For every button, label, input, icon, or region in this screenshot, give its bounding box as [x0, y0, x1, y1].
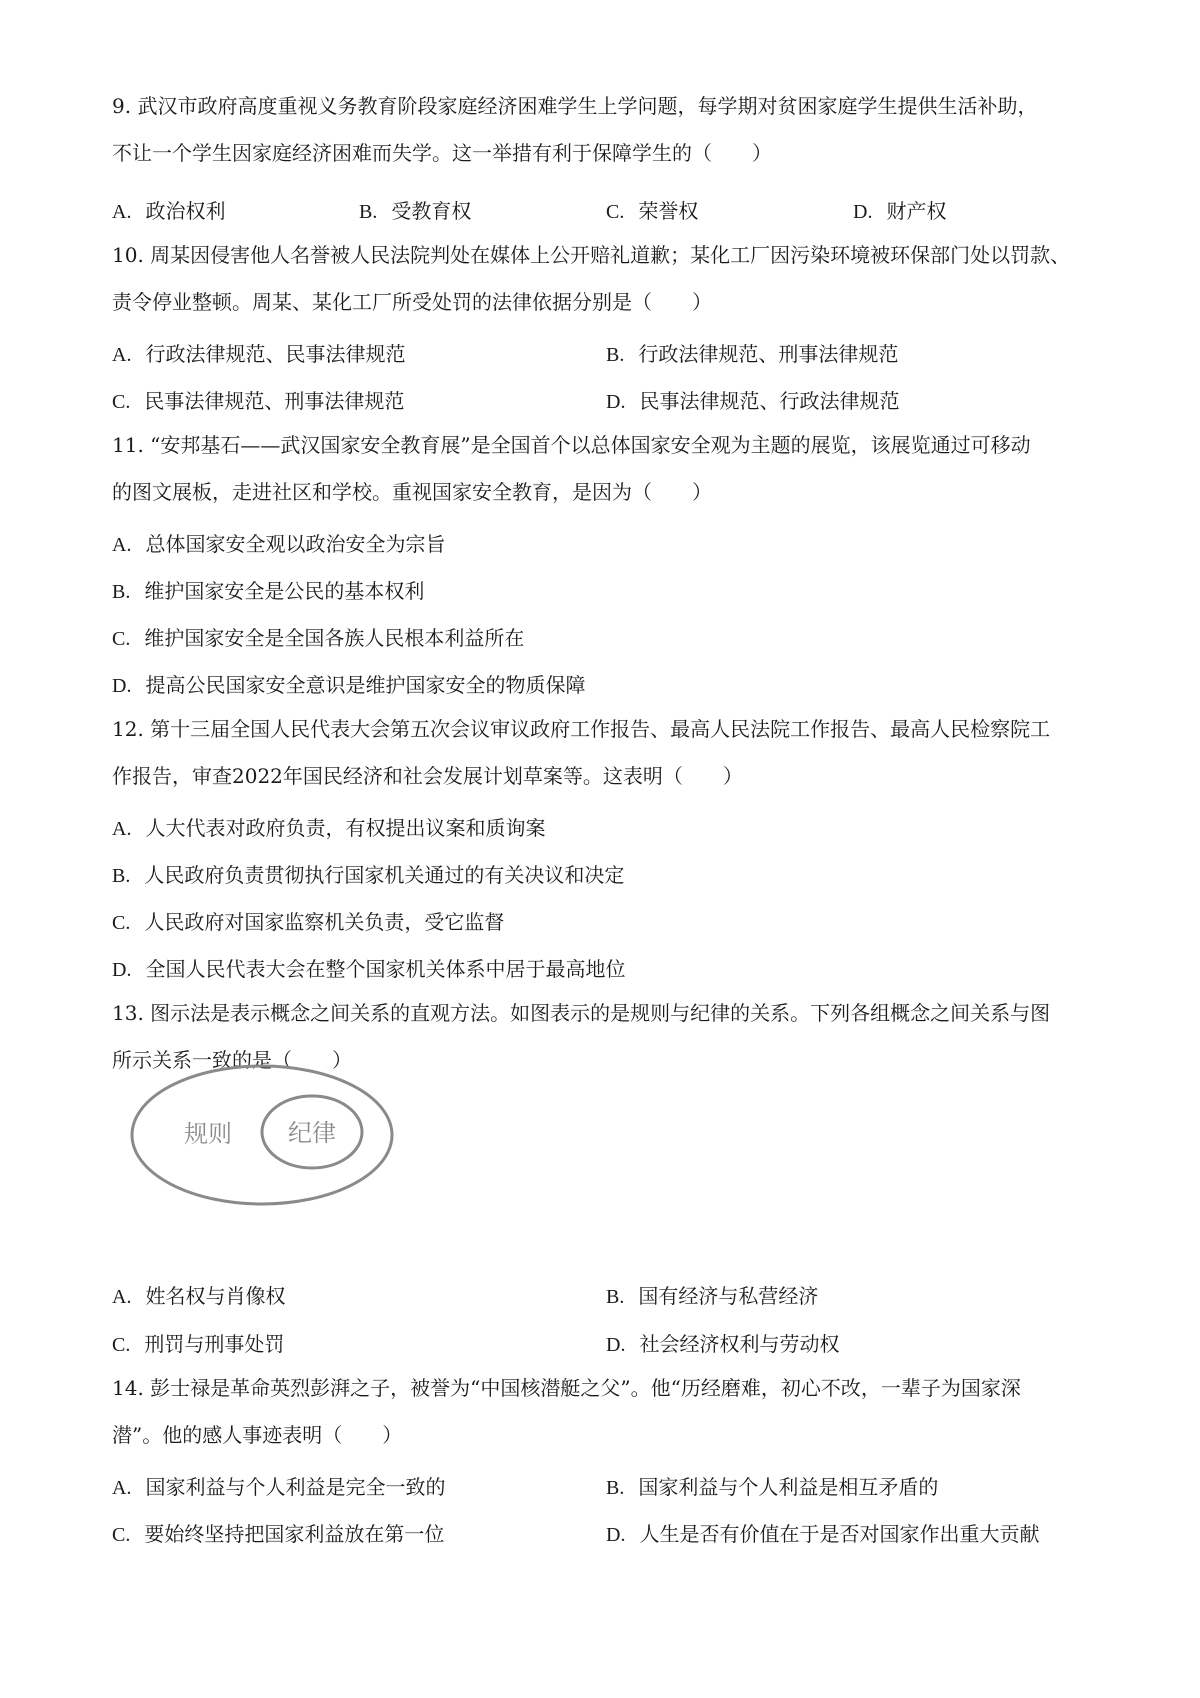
stem-line: 10. 周某因侵害他人名誉被人民法院判处在媒体上公开赔礼道歉；某化工厂因污染环境被环保部门处以罚款、 [112, 243, 1071, 267]
stem-line: 不让一个学生因家庭经济困难而失学。这一举措有利于保障学生的（ ） [112, 141, 772, 165]
question-14-stem [112, 1365, 1122, 1459]
option-a: A. 行政法律规范、民事法律规范 [112, 342, 406, 366]
option-b: B. 国有经济与私营经济 [606, 1284, 819, 1308]
outer-label: 规则 [184, 1120, 232, 1148]
stem-line: 所示关系一致的是（ ） [112, 1048, 352, 1072]
stem-line: 13. 图示法是表示概念之间关系的直观方法。如图表示的是规则与纪律的关系。下列各组概念之间关系与图 [112, 1001, 1051, 1025]
option-d: D. 人生是否有价值在于是否对国家作出重大贡献 [606, 1522, 1040, 1546]
stem-line: 12. 第十三届全国人民代表大会第五次会议审议政府工作报告、最高人民法院工作报告、最高人民检察院工 [112, 717, 1051, 741]
stem-line: 责令停业整顿。周某、某化工厂所受处罚的法律依据分别是（ ） [112, 290, 712, 314]
option-b: B. 维护国家安全是公民的基本权利 [112, 579, 425, 603]
venn-diagram [128, 1050, 428, 1220]
option-d: D. 财产权 [853, 199, 947, 223]
option-d: D. 全国人民代表大会在整个国家机关体系中居于最高地位 [112, 957, 626, 981]
question-12-stem [112, 706, 1122, 800]
option-c: C. 要始终坚持把国家利益放在第一位 [112, 1522, 445, 1546]
stem-line: 9. 武汉市政府高度重视义务教育阶段家庭经济困难学生上学问题，每学期对贫困家庭学生提供生活补助， [112, 94, 1038, 118]
option-b: B. 受教育权 [359, 199, 472, 223]
option-d: D. 社会经济权利与劳动权 [606, 1332, 840, 1356]
option-c: C. 刑罚与刑事处罚 [112, 1332, 285, 1356]
question-10-stem [112, 232, 1122, 326]
stem-line: 的图文展板，走进社区和学校。重视国家安全教育，是因为（ ） [112, 480, 712, 504]
option-a: A. 人大代表对政府负责，有权提出议案和质询案 [112, 816, 546, 840]
question-9-stem [112, 83, 1122, 177]
option-c: C. 维护国家安全是全国各族人民根本利益所在 [112, 626, 525, 650]
option-a: A. 姓名权与肖像权 [112, 1284, 286, 1308]
option-a: A. 国家利益与个人利益是完全一致的 [112, 1475, 446, 1499]
option-b: B. 国家利益与个人利益是相互矛盾的 [606, 1475, 939, 1499]
stem-line: 作报告，审查2022年国民经济和社会发展计划草案等。这表明（ ） [112, 764, 743, 788]
stem-line: 11. “安邦基石——武汉国家安全教育展”是全国首个以总体国家安全观为主题的展览，该展览通过可移动 [112, 433, 1031, 457]
option-a: A. 政治权利 [112, 199, 226, 223]
option-a: A. 总体国家安全观以政治安全为宗旨 [112, 532, 446, 556]
option-c: C. 人民政府对国家监察机关负责，受它监督 [112, 910, 505, 934]
inner-label: 纪律 [288, 1119, 336, 1147]
stem-line: 潜”。他的感人事迹表明（ ） [112, 1423, 403, 1447]
option-d: D. 民事法律规范、行政法律规范 [606, 389, 900, 413]
option-c: C. 荣誉权 [606, 199, 699, 223]
question-11-stem [112, 422, 1122, 516]
option-c: C. 民事法律规范、刑事法律规范 [112, 389, 405, 413]
option-b: B. 人民政府负责贯彻执行国家机关通过的有关决议和决定 [112, 863, 625, 887]
stem-line: 14. 彭士禄是革命英烈彭湃之子，被誉为“中国核潜艇之父”。他“历经磨难，初心不改，一辈子为国家深 [112, 1376, 1021, 1400]
option-b: B. 行政法律规范、刑事法律规范 [606, 342, 899, 366]
option-d: D. 提高公民国家安全意识是维护国家安全的物质保障 [112, 673, 586, 697]
